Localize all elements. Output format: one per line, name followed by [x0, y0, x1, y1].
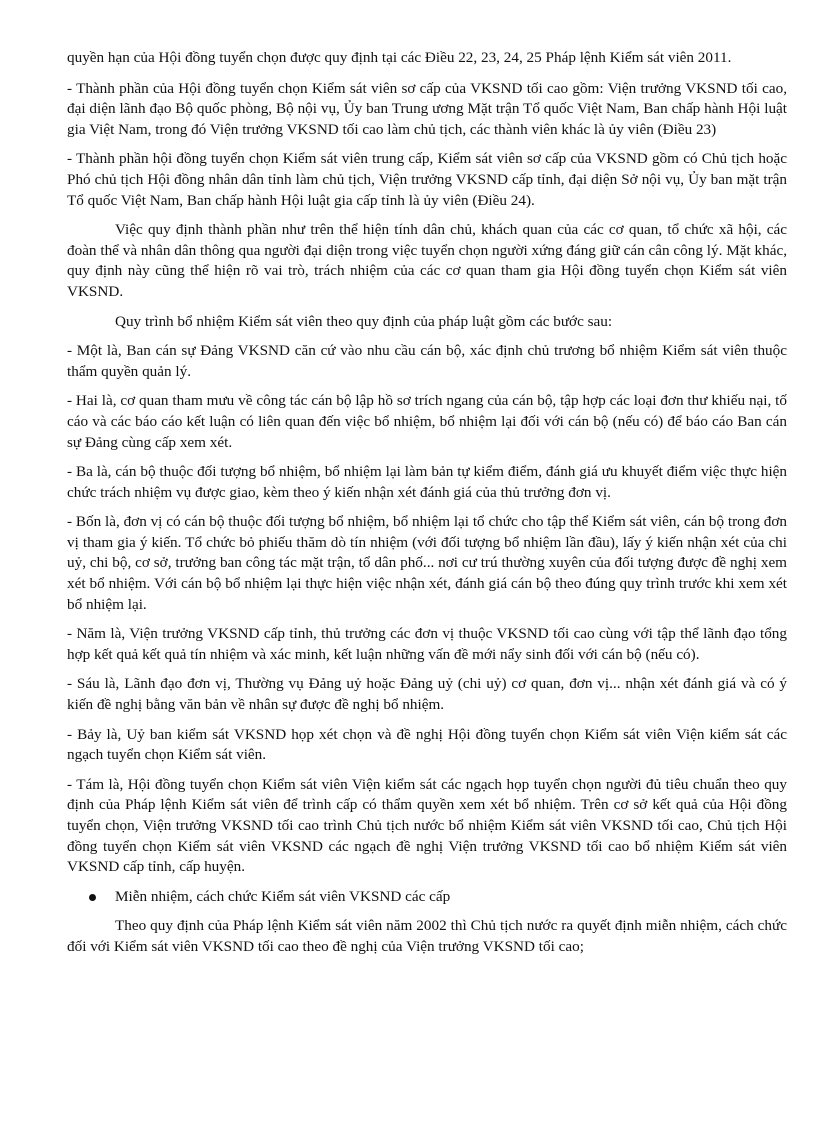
paragraph-step-7: - Bảy là, Uỷ ban kiểm sát VKSND họp xét chọn và đề nghị Hội đồng tuyển chọn Kiểm sát viên Viện kiểm sát các ngạch tuyển chọn Kiểm sát viên.	[67, 725, 787, 764]
paragraph-step-1: - Một là, Ban cán sự Đảng VKSND căn cứ vào nhu cầu cán bộ, xác định chủ trương bổ nhiệm Kiểm sát viên thuộc thẩm quyền quản lý.	[67, 342, 787, 380]
paragraph-step-2: - Hai là, cơ quan tham mưu về công tác cán bộ lập hồ sơ trích ngang của cán bộ, tập hợp các loại đơn thư khiếu nại, tố cáo và các báo cáo kết luận có liên quan đến việc bổ nhiệm, bổ nhiệm lại đối với cán bộ (nếu có) để báo cáo Ban cán sự Đảng cùng cấp xem xét.	[67, 392, 787, 451]
paragraph-step-8: - Tám là, Hội đồng tuyển chọn Kiểm sát viên Viện kiểm sát các ngạch họp tuyển chọn người đủ tiêu chuẩn theo quy định của Pháp lệnh Kiểm sát viên để trình cấp có thẩm quyền xem xét bổ nhiệm. Trên cơ sở kết quả của Hội đồng tuyển chọn, Viện trưởng VKSND tối cao trình Chủ tịch nước bổ nhiệm Kiểm sát viên VKSND tối cao, Chủ tịch Hội đồng tuyển chọn Kiểm sát viên VKSND các ngạch đề nghị Viện trưởng VKSND tối cao bổ nhiệm Kiểm sát viên VKSND cấp tỉnh, cấp huyện.	[67, 775, 787, 876]
paragraph-democracy: Việc quy định thành phần như trên thể hiện tính dân chủ, khách quan của các cơ quan, tổ chức xã hội, các đoàn thể và nhân dân thông qua người đại diện trong việc tuyển chọn người xứng đáng giữ cán cân công lý. Mặt khác, quy định này cũng thể hiện rõ vai trò, trách nhiệm của các cơ quan tham gia Hội đồng tuyển chọn Kiểm sát viên VKSND.	[67, 221, 787, 300]
document-body	[67, 48, 787, 967]
paragraph-step-4: - Bốn là, đơn vị có cán bộ thuộc đối tượng bổ nhiệm, bổ nhiệm lại tổ chức cho tập thể Kiểm sát viên, cán bộ trong đơn vị tham gia ý kiến. Tổ chức bỏ phiếu thăm dò tín nhiệm (với đối tượng bổ nhiệm lần đầu), lấy ý kiến nhận xét của chi uỷ, chi bộ, cơ sở, trưởng ban công tác mặt trận, tổ dân phố... nơi cư trú thường xuyên của đối tượng được đề nghị xem xét bổ nhiệm. Với cán bộ bổ nhiệm lại thực hiện việc nhận xét, đánh giá cán bộ theo đúng quy trình trước khi xem xét bổ nhiệm lại.	[67, 513, 787, 613]
paragraph-procedure-intro: Quy trình bổ nhiệm Kiểm sát viên theo quy định của pháp luật gồm các bước sau:	[115, 312, 613, 330]
paragraph-dismissal: Theo quy định của Pháp lệnh Kiểm sát viên năm 2002 thì Chủ tịch nước ra quyết định miễn nhiệm, cách chức đối với Kiểm sát viên VKSND tối cao theo đề nghị của Viện trưởng VKSND tối cao;	[67, 917, 787, 955]
paragraph-authority: quyền hạn của Hội đồng tuyển chọn được quy định tại các Điều 22, 23, 24, 25 Pháp lệnh Kiểm sát viên 2011.	[67, 49, 732, 66]
paragraph-step-3: - Ba là, cán bộ thuộc đối tượng bổ nhiệm, bổ nhiệm lại làm bản tự kiểm điểm, đánh giá ưu khuyết điểm việc thực hiện chức trách nhiệm vụ được giao, kèm theo ý kiến nhận xét đánh giá của thủ trưởng đơn vị.	[67, 463, 787, 501]
bullet-text: Miễn nhiệm, cách chức Kiểm sát viên VKSND các cấp	[115, 887, 451, 905]
bullet-icon	[89, 894, 96, 901]
paragraph-step-6: - Sáu là, Lãnh đạo đơn vị, Thường vụ Đảng uỷ hoặc Đảng uỷ (chi uỷ) cơ quan, đơn vị... nhận xét đánh giá và có ý kiến đề nghị bằng văn bản về nhân sự được đề nghị bổ nhiệm.	[67, 675, 787, 714]
paragraph-supreme-council: - Thành phần của Hội đồng tuyển chọn Kiểm sát viên sơ cấp của VKSND tối cao gồm: Viện trưởng VKSND tối cao, đại diện lãnh đạo Bộ quốc phòng, Bộ nội vụ, Ủy ban Trung ương Mặt trận Tổ quốc Việt Nam, Ban chấp hành Hội luật gia Việt Nam, trong đó Viện trưởng VKSND tối cao làm chủ tịch, các thành viên khác là ủy viên (Điều 23)	[67, 79, 787, 138]
bullet-item	[67, 887, 787, 908]
paragraph-provincial-council: - Thành phần hội đồng tuyển chọn Kiểm sát viên trung cấp, Kiểm sát viên sơ cấp của VKSND gồm có Chủ tịch hoặc Phó chủ tịch Hội đồng nhân dân tỉnh làm chủ tịch, Viện trưởng VKSND cấp tỉnh, đại diện Sở nội vụ, Ủy ban mặt trận Tổ quốc Việt Nam, Ban chấp hành Hội luật gia cấp tỉnh là ủy viên (Điều 24).	[67, 150, 787, 209]
paragraph-step-5: - Năm là, Viện trưởng VKSND cấp tỉnh, thủ trưởng các đơn vị thuộc VKSND tối cao cùng với tập thể lãnh đạo tổng hợp kết quả kết quả tín nhiệm và xác minh, kết luận những vấn đề mới nẩy sinh đối với cán bộ (nếu có).	[67, 625, 787, 663]
